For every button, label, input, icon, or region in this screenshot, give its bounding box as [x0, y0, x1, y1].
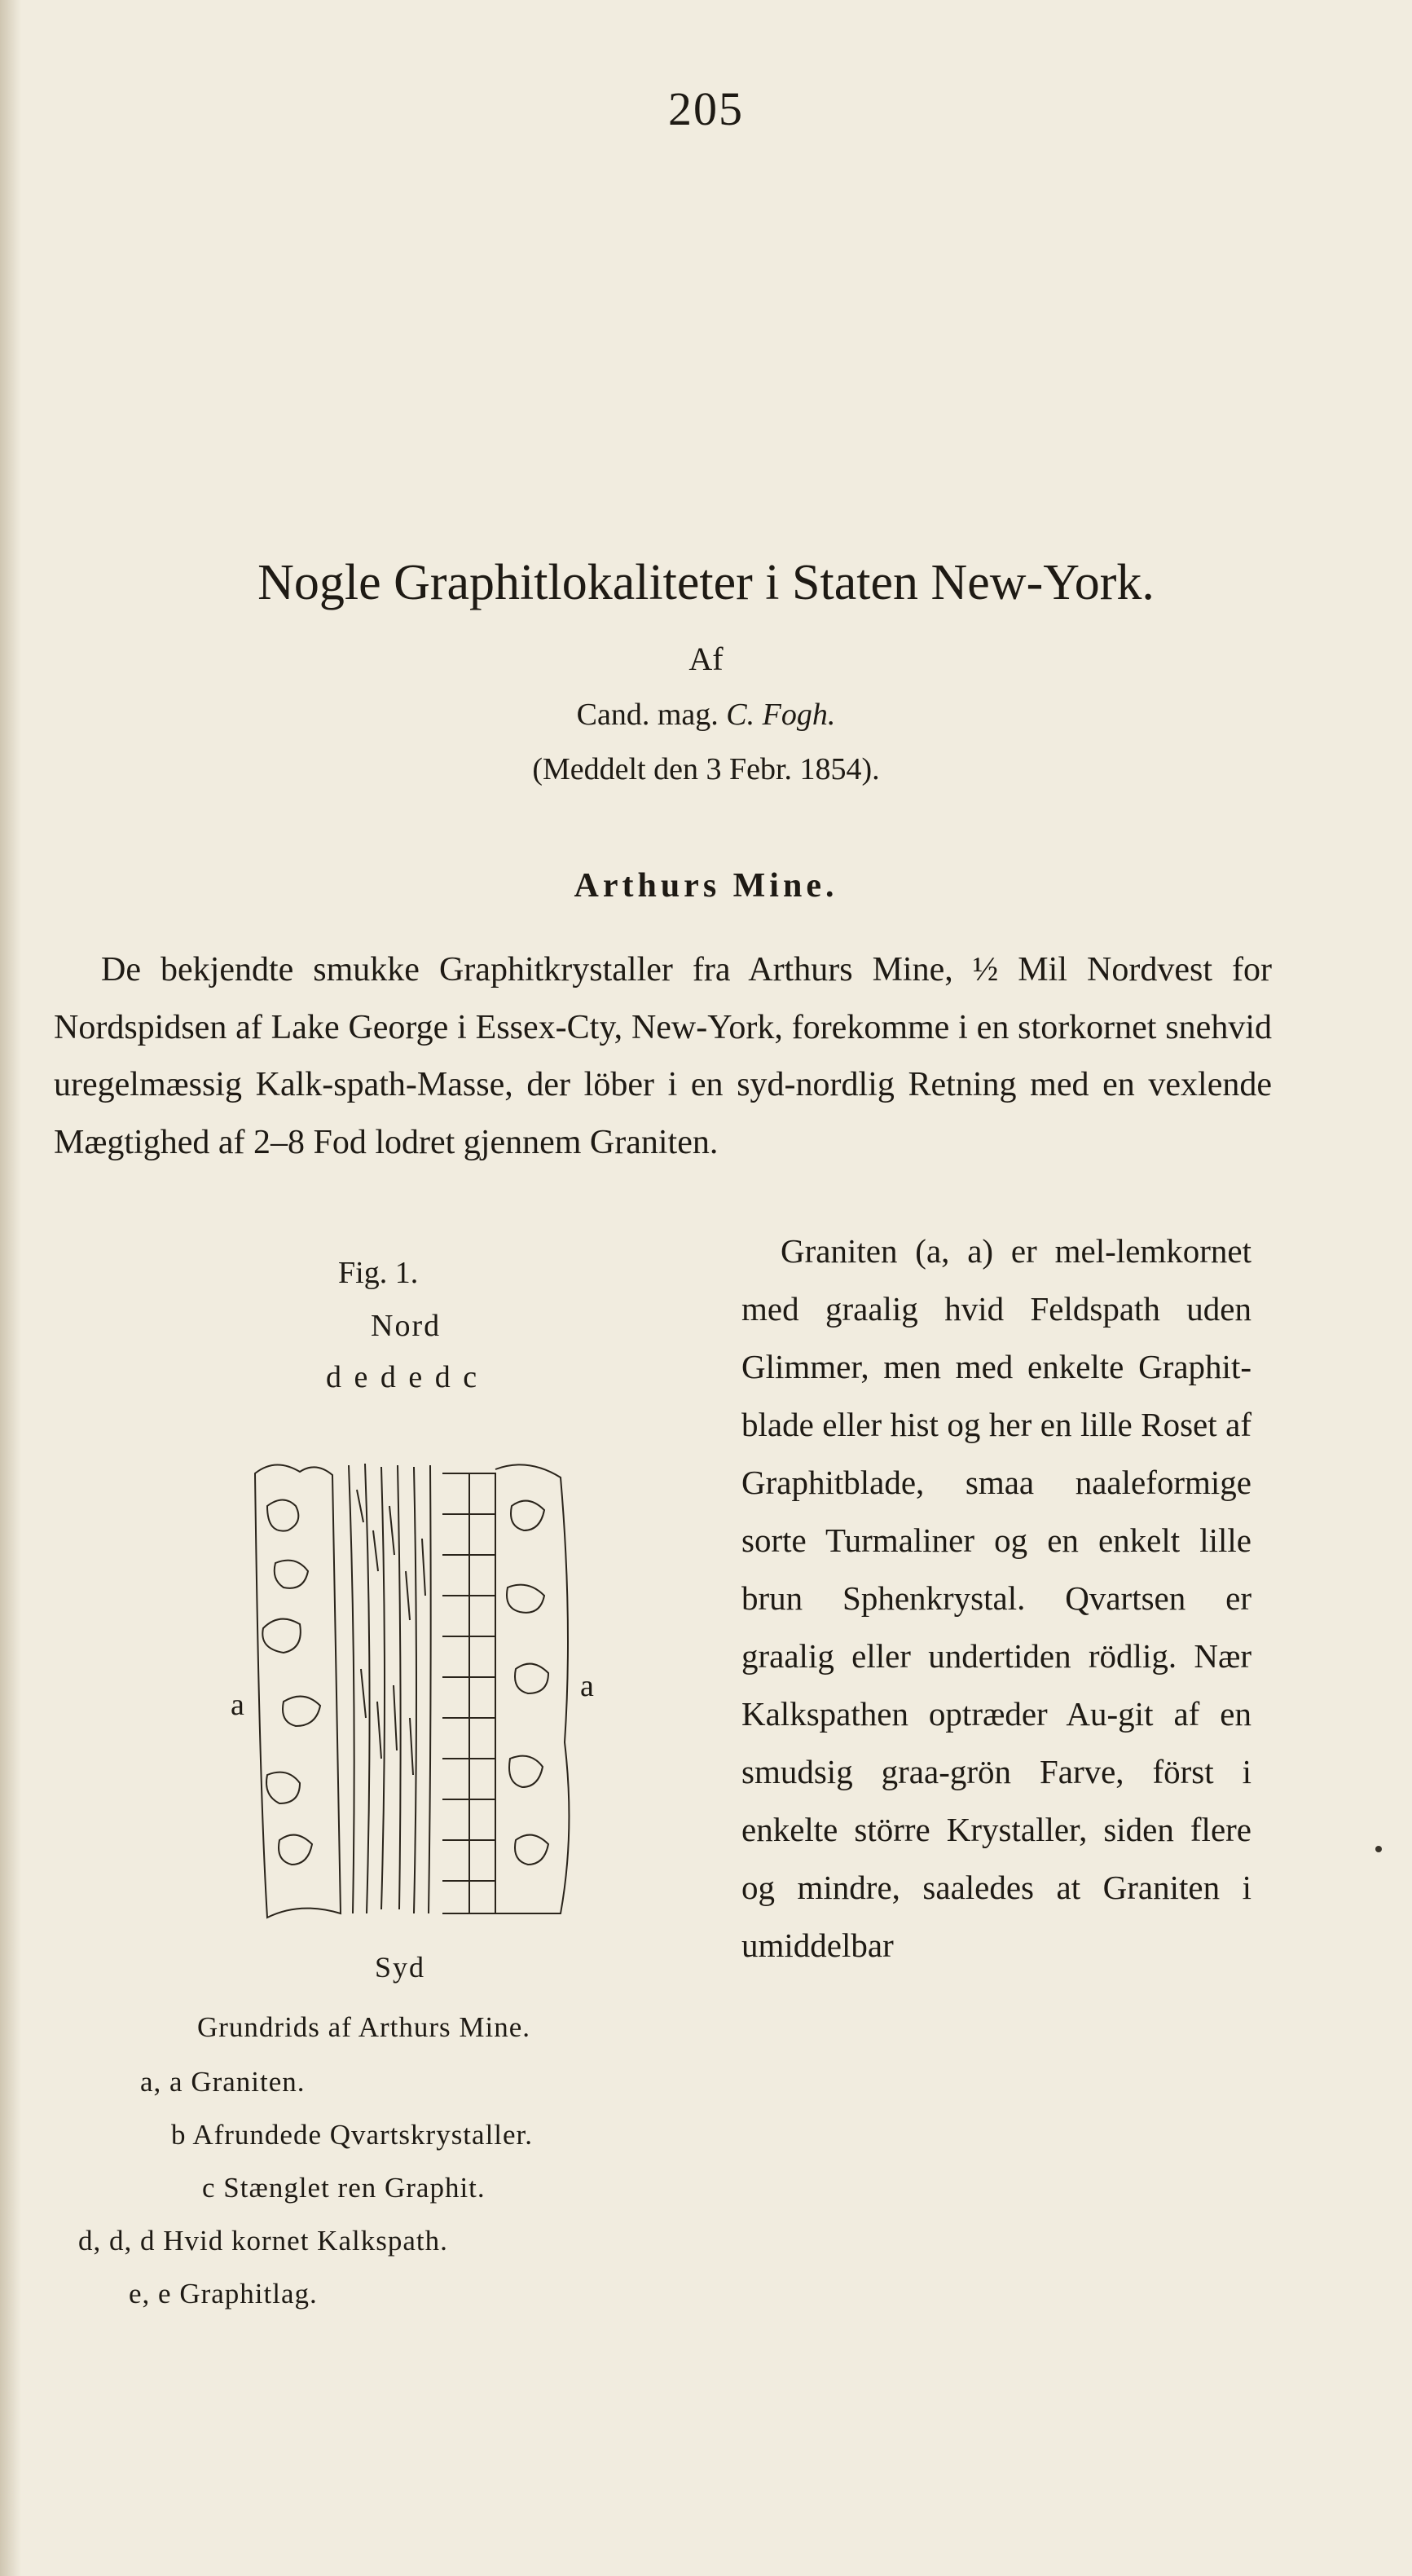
figure-legend-item: d, d, d Hvid kornet Kalkspath.: [78, 2225, 448, 2257]
article-title: Nogle Graphitlokaliteter i Staten New-York.: [257, 555, 1155, 610]
body-paragraph-column: Graniten (a, a) er mel-lemkornet med graalig hvid Feldspath uden Glimmer, men med enkelte Graphit-blade eller hist og her en lille Roset af Graphitblade, smaa naaleformige sorte Turmaliner og en enkelt lille brun Sphenkrystal. Qvartsen er graalig eller undertiden rödlig. Nær Kalkspathen optræder Au-git af en smudsig graa-grön Farve, först i enkelte större Krystaller, siden flere og mindre, saaledes at Graniten i umiddelbar: [741, 1232, 1251, 1964]
figure-legend-item: a, a Graniten.: [140, 2066, 306, 2098]
figure-north-label: Nord: [371, 1309, 442, 1343]
byline-date: (Meddelt den 3 Febr. 1854).: [532, 752, 880, 786]
section-heading: Arthurs Mine.: [574, 867, 838, 905]
figure-legend-item: b Afrundede Qvartskrystaller.: [171, 2119, 534, 2151]
author-prefix: Cand. mag.: [576, 698, 727, 732]
figure-legend-item: c Stænglet ren Graphit.: [202, 2172, 486, 2204]
figure-left-letter: a: [231, 1688, 244, 1722]
author-name: C. Fogh.: [726, 698, 836, 732]
figure-caption-title: Grundrids af Arthurs Mine.: [197, 2011, 531, 2043]
page-edge-shadow: [0, 0, 21, 2576]
ink-speck: [1375, 1846, 1382, 1852]
page-number: 205: [668, 82, 744, 135]
byline-af: Af: [688, 641, 724, 677]
figure-south-label: Syd: [375, 1951, 426, 1984]
figure-number: Fig. 1.: [338, 1256, 419, 1290]
figure-right-letter: a: [580, 1669, 594, 1703]
body-paragraph-intro: De bekjendte smukke Graphitkrystaller fra Arthurs Mine, ½ Mil Nordvest for Nordspidsen af Lake George i Essex-Cty, New-York, forekomme i en storkornet snehvid uregelmæssig Kalk-spath-Masse, der löber i en syd-nordlig Retning med en vexlende Mægtighed af 2–8 Fod lodret gjennem Graniten.: [54, 951, 1272, 1161]
figure-legend-item: e, e Graphitlag.: [129, 2278, 318, 2310]
figure-top-letters: d e d e d c: [326, 1360, 480, 1394]
mine-cross-section-drawing: [251, 1457, 577, 1920]
byline-author: [0, 697, 1412, 733]
